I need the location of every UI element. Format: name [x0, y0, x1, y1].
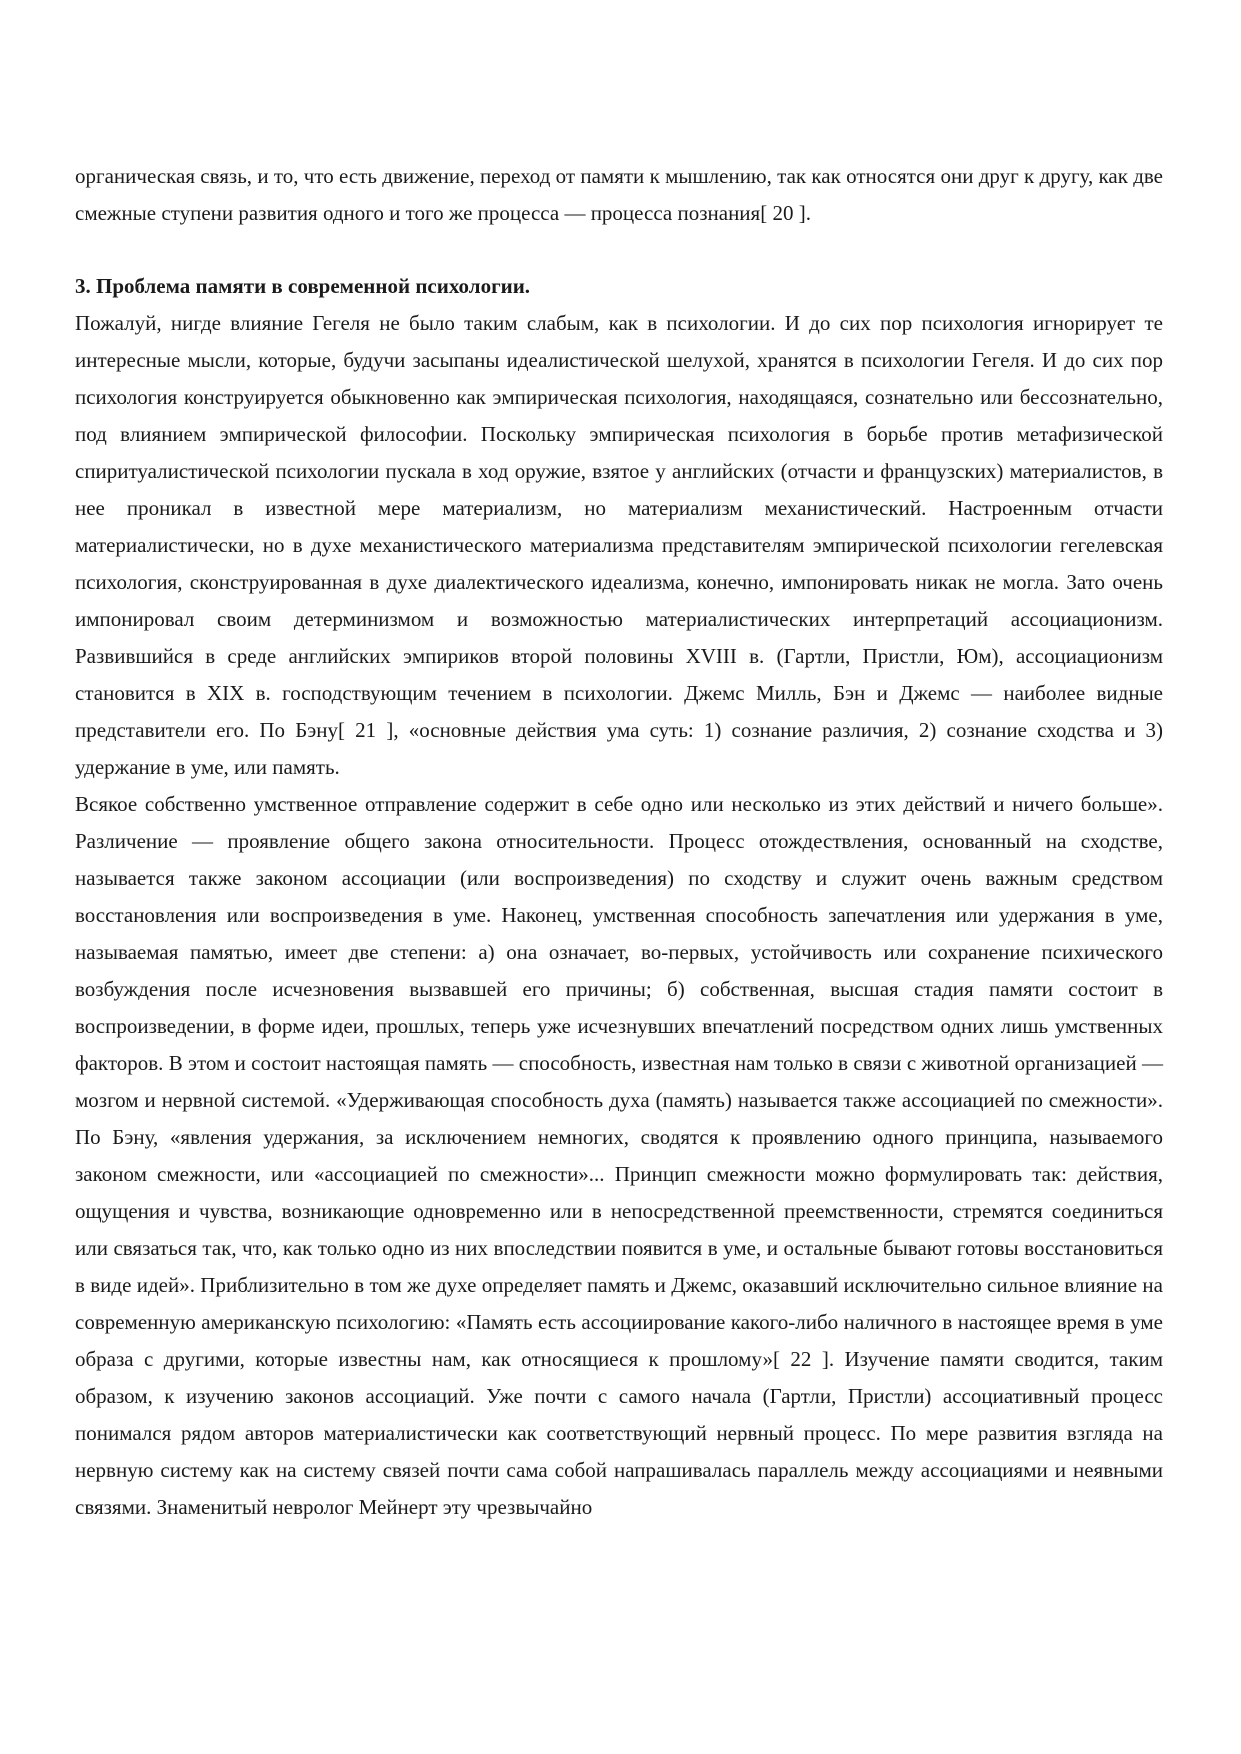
intro-paragraph: органическая связь, и то, что есть движение, переход от памяти к мышлению, так как относятся они друг к другу, как две смежные ступени развития одного и того же процесса — процесса познания[ 20 ].	[75, 164, 1163, 225]
document-page	[75, 158, 1163, 1526]
body-paragraph-1: Пожалуй, нигде влияние Гегеля не было таким слабым, как в психологии. И до сих пор психология игнорирует те интересные мысли, которые, будучи засыпаны идеалистической шелухой, хранятся в психологии Гегеля. И до сих пор психология конструируется обыкновенно как эмпирическая психология, находящаяся, сознательно или бессознательно, под влиянием эмпирической философии. Поскольку эмпирическая психология в борьбе против метафизической спиритуалистической психологии пускала в ход оружие, взятое у английских (отчасти и французских) материалистов, в нее проникал в известной мере материализм, но материализм механистический. Настроенным отчасти материалистически, но в духе механистического материализма представителям эмпирической психологии гегелевская психология, сконструированная в духе диалектического идеализма, конечно, импонировать никак не могла. Зато очень импонировал своим детерминизмом и возможностью материалистических интерпретаций ассоциационизм. Развившийся в среде английских эмпириков второй половины XVIII в. (Гартли, Пристли, Юм), ассоциационизм становится в XIX в. господствующим течением в психологии. Джемс Милль, Бэн и Джемс — наиболее видные представители его. По Бэну[ 21 ], «основные действия ума суть: 1) сознание различия, 2) сознание сходства и 3) удержание в уме, или память.	[75, 311, 1163, 779]
section-heading: 3. Проблема памяти в современной психологии.	[75, 274, 531, 298]
body-paragraph-2: Всякое собственно умственное отправление содержит в себе одно или несколько из этих действий и ничего больше». Различение — проявление общего закона относительности. Процесс отождествления, основанный на сходстве, называется также законом ассоциации (или воспроизведения) по сходству и служит очень важным средством восстановления или воспроизведения в уме. Наконец, умственная способность запечатления или удержания в уме, называемая памятью, имеет две степени: а) она означает, во-первых, устойчивость или сохранение психического возбуждения после исчезновения вызвавшей его причины; б) собственная, высшая стадия памяти состоит в воспроизведении, в форме идеи, прошлых, теперь уже исчезнувших впечатлений посредством одних лишь умственных факторов. В этом и состоит настоящая память — способность, известная нам только в связи с животной организацией — мозгом и нервной системой. «Удерживающая способность духа (память) называется также ассоциацией по смежности». По Бэну, «явления удержания, за исключением немногих, сводятся к проявлению одного принципа, называемого законом смежности, или «ассоциацией по смежности»... Принцип смежности можно формулировать так: действия, ощущения и чувства, возникающие одновременно или в непосредственной преемственности, стремятся соединиться или связаться так, что, как только одно из них впоследствии появится в уме, и остальные бывают готовы восстановиться в виде идей». Приблизительно в том же духе определяет память и Джемс, оказавший исключительно сильное влияние на современную американскую психологию: «Память есть ассоциирование какого-либо наличного в настоящее время в уме образа с другими, которые известны нам, как относящиеся к прошлому»[ 22 ]. Изучение памяти сводится, таким образом, к изучению законов ассоциаций. Уже почти с самого начала (Гартли, Пристли) ассоциативный процесс понимался рядом авторов материалистически как соответствующий нервный процесс. По мере развития взгляда на нервную систему как на систему связей почти сама собой напрашивалась параллель между ассоциациями и неявными связями. Знаменитый невролог Мейнерт эту чрезвычайно	[75, 792, 1163, 1519]
